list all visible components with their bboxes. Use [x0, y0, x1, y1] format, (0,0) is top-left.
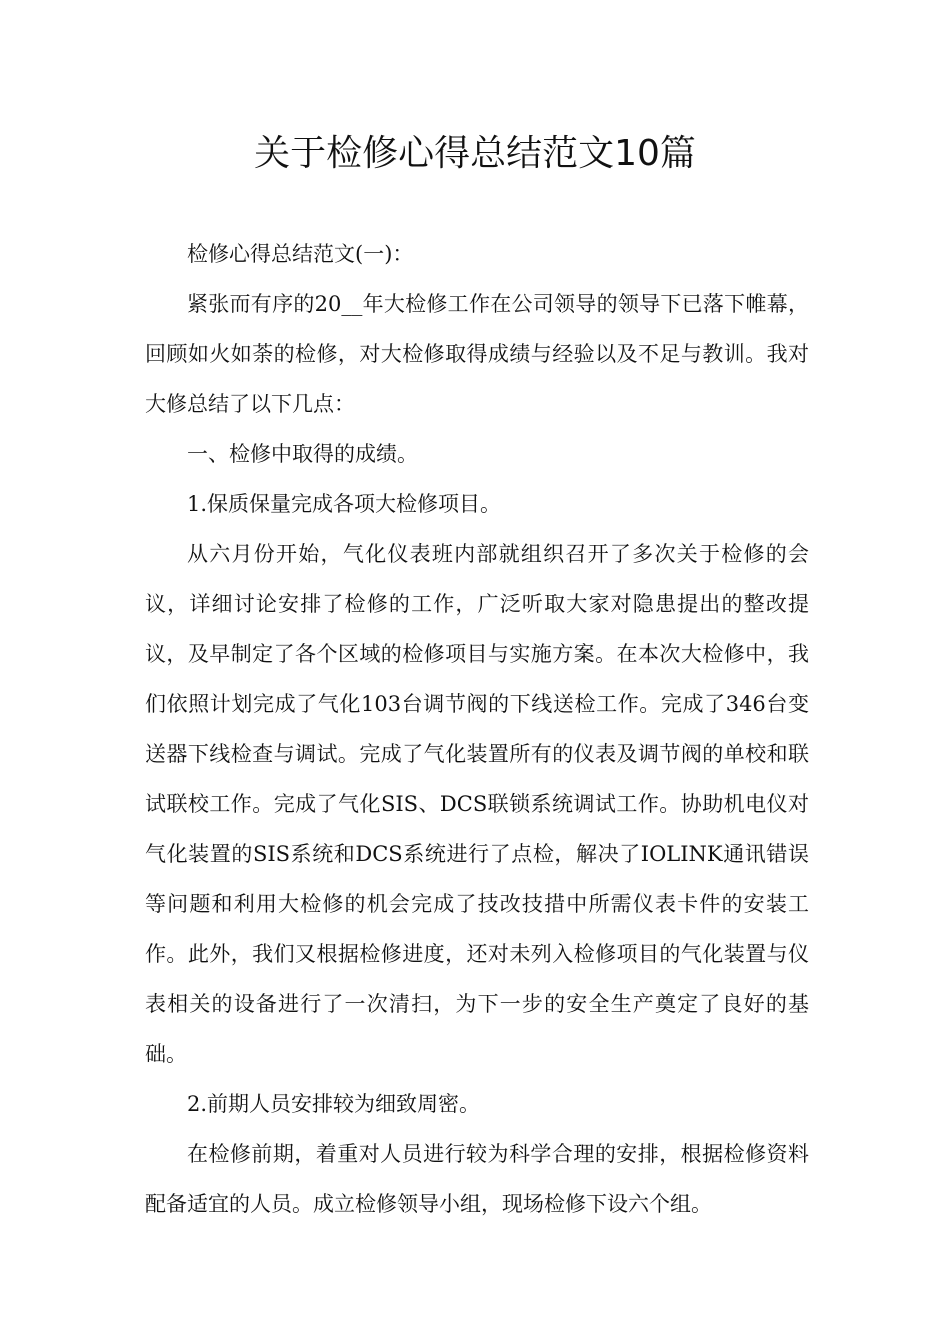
paragraph-details: 从六月份开始，气化仪表班内部就组织召开了多次关于检修的会议，详细讨论安排了检修的工作，广泛听取大家对隐患提出的整改提议，及早制定了各个区域的检修项目与实施方案。在本次大检修中，我们依照计划完成了气化103台调节阀的下线送检工作。完成了346台变送器下线检查与调试。完成了气化装置所有的仪表及调节阀的单校和联试联校工作。完成了气化SIS、DCS联锁系统调试工作。协助机电仪对气化装置的SIS系统和DCS系统进行了点检，解决了IOLINK通讯错误等问题和利用大检修的机会完成了技改技措中所需仪表卡件的安装工作。此外，我们又根据检修进度，还对未列入检修项目的气化装置与仪表相关的设备进行了一次清扫，为下一步的安全生产奠定了良好的基础。	[145, 542, 809, 1066]
subheading-item-2: 2.前期人员安排较为细致周密。	[187, 1092, 481, 1116]
subheading-item-1: 1.保质保量完成各项大检修项目。	[187, 492, 502, 516]
section-heading-1: 检修心得总结范文(一)：	[187, 242, 414, 266]
paragraph-staffing: 在检修前期，着重对人员进行较为科学合理的安排，根据检修资料配备适宜的人员。成立检修领导小组，现场检修下设六个组。	[145, 1142, 809, 1216]
document-body	[145, 229, 809, 1229]
section-heading-achievements: 一、检修中取得的成绩。	[187, 442, 418, 466]
document-title: 关于检修心得总结范文10篇	[254, 133, 696, 174]
paragraph-intro: 紧张而有序的20__年大检修工作在公司领导的领导下已落下帷幕，回顾如火如荼的检修，对大检修取得成绩与经验以及不足与教训。我对大修总结了以下几点：	[145, 292, 809, 416]
